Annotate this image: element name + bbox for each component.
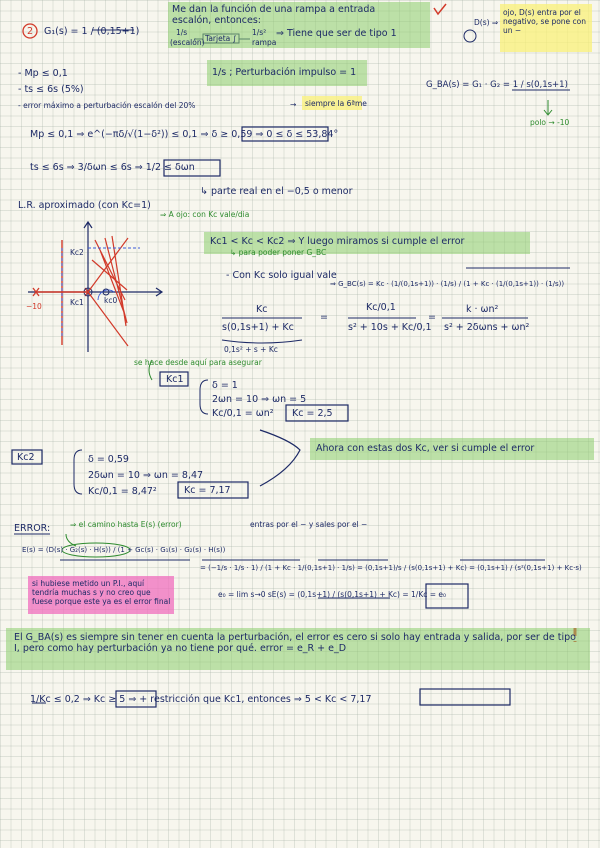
always-highlight: siempre la 6ªme — [305, 99, 367, 108]
error-pink-note: si hubiese metido un P.I., aquí tendría muchas s y no creo que fuese porque este ya es el error final — [32, 579, 171, 606]
spec-error: - error máximo a perturbación escalón del 20% — [18, 101, 196, 110]
error-e-eval: = (−1/s · 1/s · 1) / (1 + Kc · 1/(0,1s+1) · 1/s) = (0,1s+1)/s / (s(0,1s+1) + Kc) = (0,1s+1) / (s²(0,1s+1) + Kc·s) — [200, 564, 582, 572]
tipo-note: ⇒ Tiene que ser de tipo 1 — [276, 28, 397, 39]
block-box-label: Tarjeta ∫ — [205, 34, 237, 43]
kc2-line3: Kc/0,1 = 8,47² — [88, 486, 157, 497]
gbc-eq2: = — [428, 312, 436, 323]
error-entry-note: entras por el − y sales por el − — [250, 520, 368, 529]
gbc-expression: ⇒ G_BC(s) = Kc · (1/(0,1s+1)) · (1/s) / (1 + Kc · (1/(0,1s+1)) · (1/s)) — [330, 280, 565, 288]
perturbation-box: 1/s ; Perturbación impulso = 1 — [212, 67, 357, 78]
block-input-label: (escalón) — [170, 38, 205, 47]
kc-range-sub: ↳ para poder poner G_BC — [230, 248, 327, 257]
kc2-label: Kc2 — [17, 452, 35, 463]
mp-derivation: Mp ≤ 0,1 ⇒ e^(−πδ/√(1−δ²)) ≤ 0,1 ⇒ δ ≥ 0,59 ⇒ 0 ≤ δ ≤ 53,84° — [30, 129, 339, 140]
d-note: D(s) ⇒ — [474, 18, 499, 27]
face-doodle — [464, 30, 476, 42]
root-locus-plot — [28, 222, 162, 352]
error-e0-expression: e₀ = lim s→0 sE(s) = (0,1s+1) / (s(0,1s+1) + Kc) = 1/Kc = e₀ — [218, 590, 447, 599]
error-title: ERROR: — [14, 523, 51, 534]
gbc-eq1: = — [320, 312, 328, 323]
lr-label-kc1: Kc1 — [70, 298, 84, 307]
summary-text: El G_BA(s) es siempre sin tener en cuenta la perturbación, el error es cero si solo hay entrada y salida, por ser de tipo I, pero como hay perturbación ya no tiene por qué. error = e_R + e_D — [14, 632, 576, 654]
real-part-note: ↳ parte real en el −0,5 o menor — [200, 186, 353, 197]
kc1-line3: Kc/0,1 = ωn² — [212, 408, 274, 419]
kc2-note: Ahora con estas dos Kc, ver si cumple el error — [316, 443, 535, 454]
final-expression: 1/Kc ≤ 0,2 ⇒ Kc ≥ 5 ⇒ + restricción que Kc1, entonces ⇒ 5 < Kc < 7,17 — [30, 694, 372, 705]
lr-label-kc0: kc0 — [104, 296, 118, 305]
g1-expression: G₁(s) = 1 / (0,15+1) — [44, 26, 140, 37]
gbc-text: - Con Kc solo igual vale — [226, 270, 337, 281]
spec-mp: - Mp ≤ 0,1 — [18, 68, 68, 79]
kc1-label: Kc1 — [166, 374, 184, 385]
top-note-line2: escalón, entonces: — [172, 15, 261, 26]
lr-title: L.R. aproximado (con Kc=1) — [18, 200, 151, 211]
kc-range-box: Kc1 < Kc < Kc2 ⇒ Y luego miramos si cumple el error — [210, 236, 465, 247]
kc1-result: Kc = 2,5 — [292, 408, 333, 419]
lr-label-neg10: −10 — [26, 302, 42, 311]
block-input: 1/s — [176, 28, 188, 37]
error-path-note: ⇒ el camino hasta E(s) (error) — [70, 520, 182, 529]
block-output: 1/s² — [252, 28, 267, 37]
gbc-frac2-den: s² + 10s + Kc/0,1 — [348, 322, 432, 333]
gbc-frac3-den: s² + 2δωns + ωn² — [444, 322, 530, 333]
gbc-frac2-num: Kc/0,1 — [366, 302, 396, 313]
lr-label-kc2: Kc2 — [70, 248, 84, 257]
gbc-under: 0,1s² + s + Kc — [224, 345, 278, 354]
gbc-green-note: se hace desde aquí para asegurar — [134, 358, 262, 367]
red-check-top — [434, 4, 446, 14]
kc2-line2: 2δωn = 10 ⇒ ωn = 8,47 — [88, 470, 204, 481]
always-arrow: → — [290, 100, 297, 109]
gbc-frac1-den: s(0,1s+1) + Kc — [222, 322, 294, 333]
final-range-box — [420, 689, 510, 705]
spec-ts: - ts ≤ 6s (5%) — [18, 84, 84, 95]
gbc-frac1-num: Kc — [256, 304, 268, 315]
lr-sub-note: ⇒ A ojo: con Kc vale/dia — [160, 210, 250, 219]
block-output-label: rampa — [252, 38, 277, 47]
gbc-frac3-num: k · ωn² — [466, 304, 499, 315]
problem-number: 2 — [27, 26, 34, 37]
yellow-note: ojo, D(s) entra por el negativo, se pone con un − — [503, 8, 587, 35]
kc2-result: Kc = 7,17 — [184, 485, 231, 496]
kc2-line1: δ = 0,59 — [88, 454, 129, 465]
kc1-line2: 2ωn = 10 ⇒ ωn = 5 — [212, 394, 307, 405]
ts-derivation: ts ≤ 6s ⇒ 3/δωn ≤ 6s ⇒ 1/2 ≤ δωn — [30, 162, 195, 173]
gba-pole-note: polo → -10 — [530, 118, 570, 127]
gba-expression: G_BA(s) = G₁ · G₂ = 1 / s(0,1s+1) — [426, 80, 568, 90]
error-e-expression: E(s) = (D(s) · G₂(s) · H(s)) / (1 + Gc(s) · G₁(s) · G₂(s) · H(s)) — [22, 546, 226, 554]
kc1-line1: δ = 1 — [212, 380, 238, 391]
top-note-line1: Me dan la función de una rampa a entrada — [172, 4, 376, 15]
